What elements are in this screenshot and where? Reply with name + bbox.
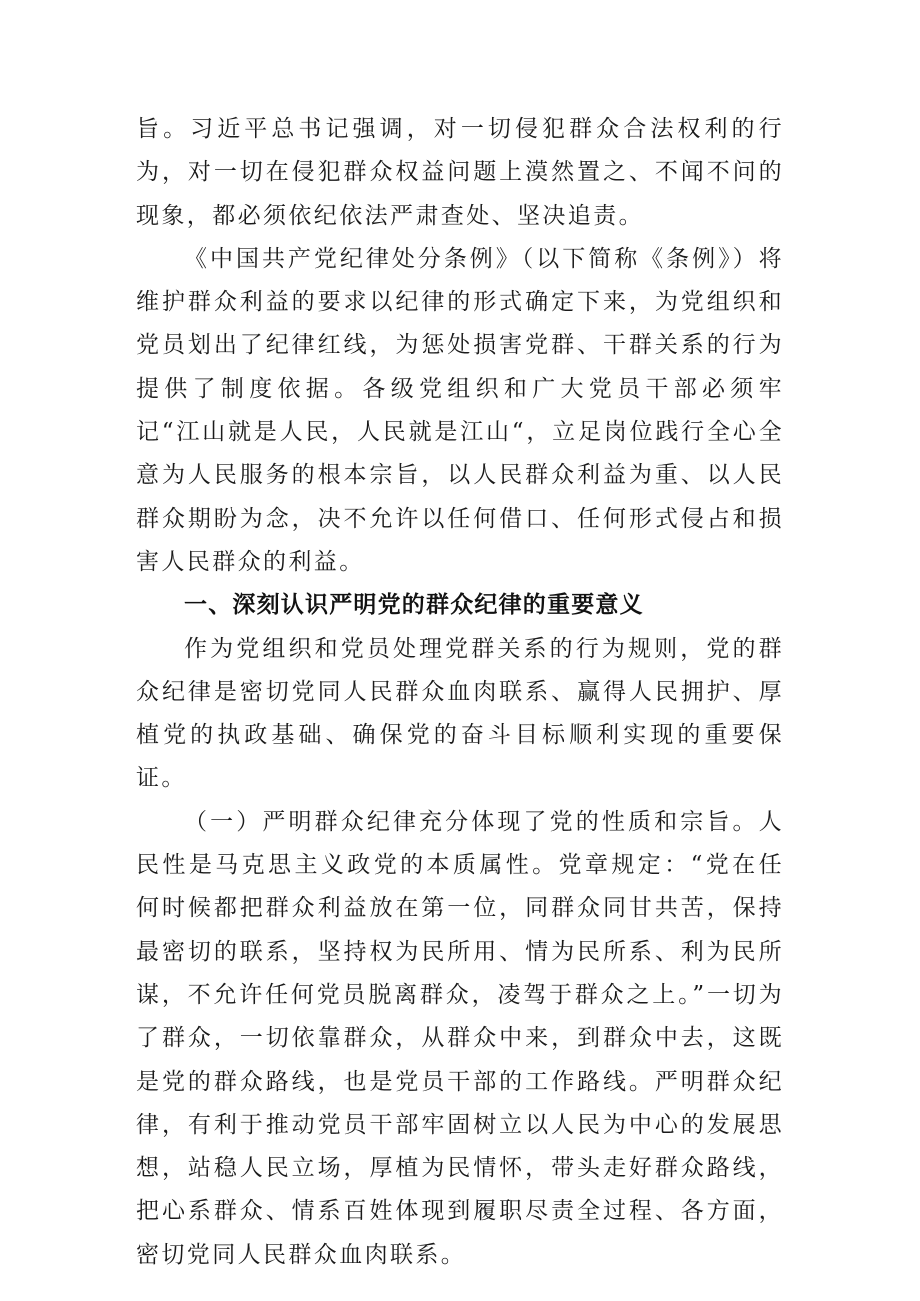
paragraph-regulations: 《中国共产党纪律处分条例》（以下简称《条例》）将维护群众利益的要求以纪律的形式确定下来，为党组织和党员划出了纪律红线，为惩处损害党群、干群关系的行为提供了制度依据。各级党组织和广大党员干部必须牢记“江山就是人民，人民就是江山“，立足岗位践行全心全意为人民服务的根本宗旨，以人民群众利益为重、以人民群众期盼为念，决不允许以任何借口、任何形式侵占和损害人民群众的利益。: [136, 245, 784, 575]
paragraph-continuation: 旨。习近平总书记强调，对一切侵犯群众合法权利的行为，对一切在侵犯群众权益问题上漠然置之、不闻不问的现象，都必须依纪依法严肃查处、坚决追责。: [136, 116, 784, 229]
document-page: [136, 108, 784, 1277]
paragraph-section-intro: 作为党组织和党员处理党群关系的行为规则，党的群众纪律是密切党同人民群众血肉联系、赢得人民拥护、厚植党的执政基础、确保党的奋斗目标顺利实现的重要保证。: [136, 635, 784, 792]
paragraph-subsection-1: （一）严明群众纪律充分体现了党的性质和宗旨。人民性是马克思主义政党的本质属性。党章规定：“党在任何时候都把群众利益放在第一位，同群众同甘共苦，保持最密切的联系，坚持权为民所用、情为民所系、利为民所谋，不允许任何党员脱离群众，凌驾于群众之上。”一切为了群众，一切依靠群众，从群众中来，到群众中去，这既是党的群众路线，也是党员干部的工作路线。严明群众纪律，有利于推动党员干部牢固树立以人民为中心的发展思想，站稳人民立场，厚植为民情怀，带头走好群众路线，把心系群众、情系百姓体现到履职尽责全过程、各方面，密切党同人民群众血肉联系。: [136, 808, 784, 1268]
section-heading-1: 一、深刻认识严明党的群众纪律的重要意义: [184, 592, 644, 619]
